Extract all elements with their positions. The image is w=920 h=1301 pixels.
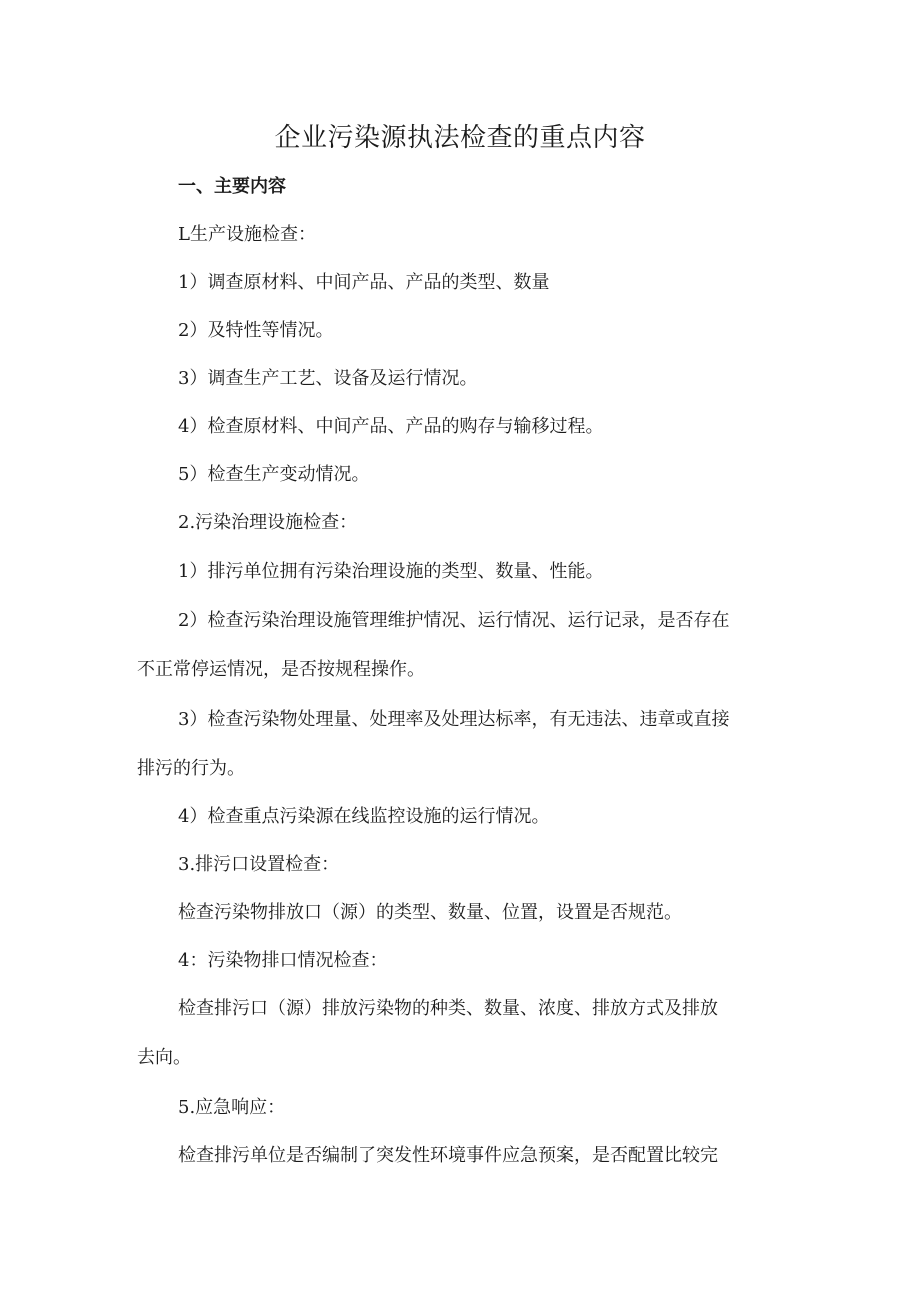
paragraph-line: L生产设施检查： <box>178 224 316 245</box>
paragraph-line: 4：污染物排口情况检查： <box>178 950 388 971</box>
section-heading: 一、主要内容 <box>178 176 286 197</box>
paragraph-line: 2）及特性等情况。 <box>178 320 334 341</box>
paragraph-line: 4）检查原材料、中间产品、产品的购存与输移过程。 <box>178 416 604 437</box>
paragraph-line: 3）调查生产工艺、设备及运行情况。 <box>178 368 478 389</box>
paragraph-line: 5）检查生产变动情况。 <box>178 464 370 485</box>
paragraph-line: 检查排污单位是否编制了突发性环境事件应急预案，是否配置比较完 <box>178 1145 718 1166</box>
paragraph-line: 检查污染物排放口（源）的类型、数量、位置，设置是否规范。 <box>178 902 682 923</box>
paragraph-line: 5.应急响应： <box>178 1097 286 1118</box>
paragraph-line: 4）检查重点污染源在线监控设施的运行情况。 <box>178 806 550 827</box>
paragraph-line: 2.污染治理设施检查： <box>178 512 358 533</box>
paragraph-line: 2）检查污染治理设施管理维护情况、运行情况、运行记录，是否存在 <box>178 610 730 631</box>
paragraph-line: 1）排污单位拥有污染治理设施的类型、数量、性能。 <box>178 561 604 582</box>
paragraph-line: 检查排污口（源）排放污染物的种类、数量、浓度、排放方式及排放 <box>178 998 718 1019</box>
paragraph-line: 不正常停运情况，是否按规程操作。 <box>137 659 425 680</box>
paragraph-line: 排污的行为。 <box>137 758 245 779</box>
paragraph-line: 3）检查污染物处理量、处理率及处理达标率，有无违法、违章或直接 <box>178 709 730 730</box>
paragraph-line: 3.排污口设置检查： <box>178 854 340 875</box>
paragraph-line: 去向。 <box>137 1047 191 1068</box>
document-title: 企业污染源执法检查的重点内容 <box>274 123 646 153</box>
paragraph-line: 1）调查原材料、中间产品、产品的类型、数量 <box>178 272 550 293</box>
